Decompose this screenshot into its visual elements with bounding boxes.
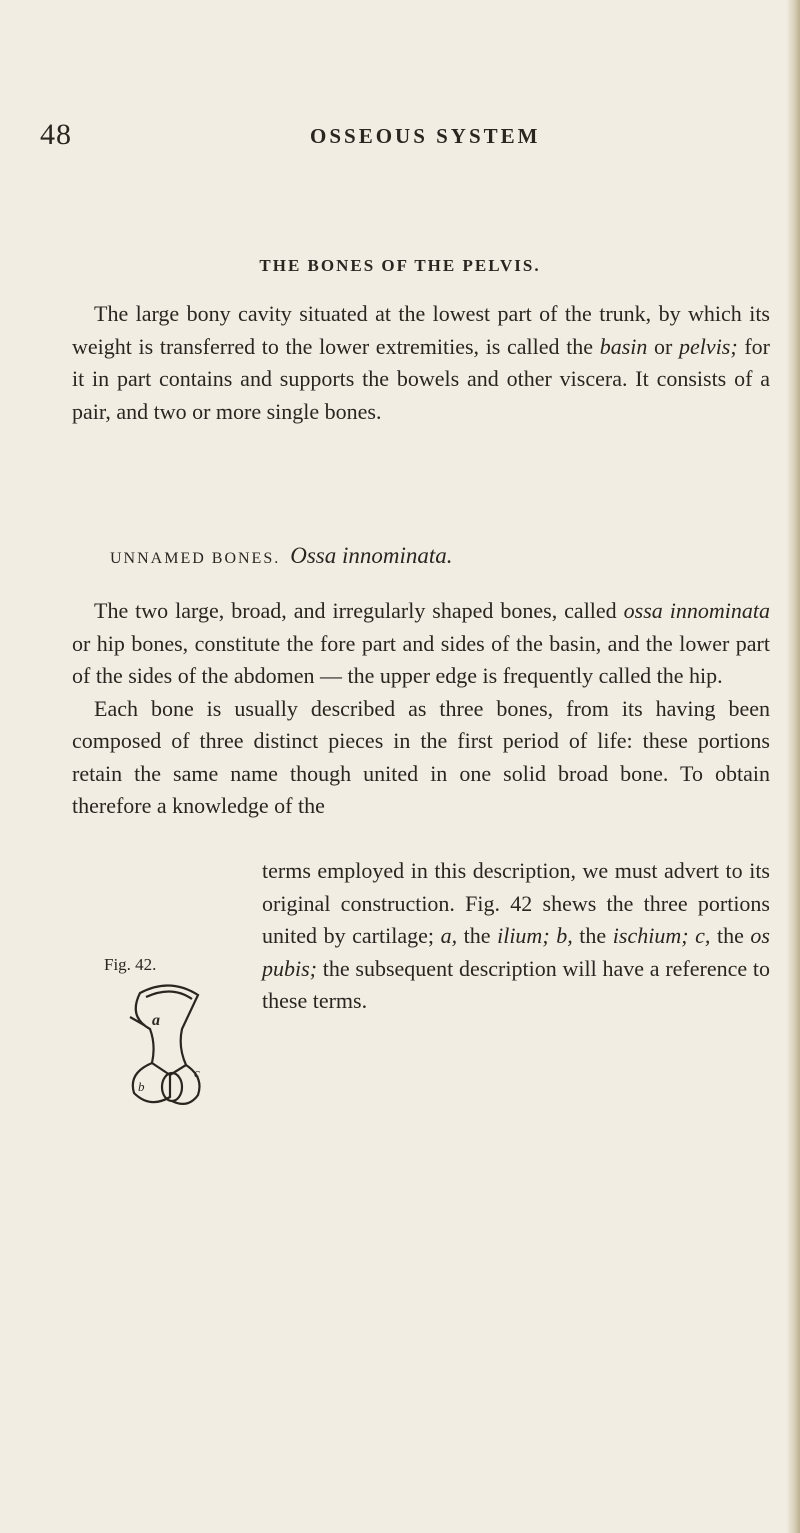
term-letter-a: a, bbox=[440, 923, 458, 948]
subheading-latin: Ossa innominata. bbox=[290, 543, 453, 568]
term-pelvis: pelvis; bbox=[679, 333, 738, 359]
paragraph-intro bbox=[72, 298, 770, 428]
paragraph-figure-text bbox=[262, 855, 770, 1018]
term-ischium: ischium; bbox=[612, 923, 689, 948]
text-run: the bbox=[710, 923, 751, 948]
figure-letter-b: b bbox=[138, 1079, 145, 1094]
term-letter-c: c, bbox=[695, 923, 711, 948]
term-letter-b: b, bbox=[556, 923, 573, 948]
text-run: or hip bones, constitute the fore part and sides of the basin, and the lower part of the sides of the abdomen — the upper edge is frequently called the hip. bbox=[72, 630, 770, 688]
text-run: Each bone is usually described as three bones, from its having been composed of three distinct pieces in the first period of life: these portions retain the same name though united in one solid broad bone. To obtain therefore a knowledge of the bbox=[72, 695, 770, 818]
ilium-outline bbox=[136, 985, 198, 1075]
section-title: THE BONES OF THE PELVIS. bbox=[259, 256, 541, 275]
term-ilium: ilium; bbox=[497, 923, 550, 948]
ilium-inner bbox=[146, 991, 192, 999]
text-run: The large bony cavity situated at the lowest part of the trunk, by which its weight is transferred to the lower extremities, is called the bbox=[72, 301, 770, 359]
figure-letter-a: a bbox=[152, 1012, 160, 1029]
paragraph-body bbox=[72, 595, 770, 823]
subheading-caps: UNNAMED BONES. bbox=[110, 550, 281, 567]
figure-42 bbox=[100, 955, 250, 1105]
subheading bbox=[110, 543, 770, 569]
term-ossa-innominata: ossa innominata bbox=[623, 598, 770, 623]
page-edge bbox=[786, 0, 800, 1533]
text-run: The two large, broad, and irregularly shaped bones, called bbox=[94, 598, 624, 623]
text-run: for it in part contains and supports the bowels and other viscera. It consists of a pair, and two or more single bones. bbox=[72, 333, 771, 424]
text-run: or bbox=[647, 333, 680, 359]
running-head: OSSEOUS SYSTEM bbox=[310, 124, 541, 148]
term-basin: basin bbox=[599, 333, 648, 359]
page-number: 48 bbox=[40, 118, 72, 151]
obturator-foramen bbox=[162, 1073, 182, 1101]
text-run: the bbox=[572, 923, 613, 948]
figure-letter-c: c bbox=[194, 1065, 200, 1080]
figure-label: Fig. 42. bbox=[104, 955, 157, 974]
text-run: terms employed in this description, we must advert to its original construction. Fig. 42 shews the three portions united by cartilage; bbox=[262, 858, 770, 948]
page-header bbox=[0, 118, 800, 158]
text-run: the bbox=[457, 923, 498, 948]
pelvis-diagram bbox=[100, 977, 250, 1107]
term-os-pubis: os pubis; bbox=[262, 923, 770, 981]
text-run: the subsequent description will have a reference to these terms. bbox=[262, 955, 770, 1013]
